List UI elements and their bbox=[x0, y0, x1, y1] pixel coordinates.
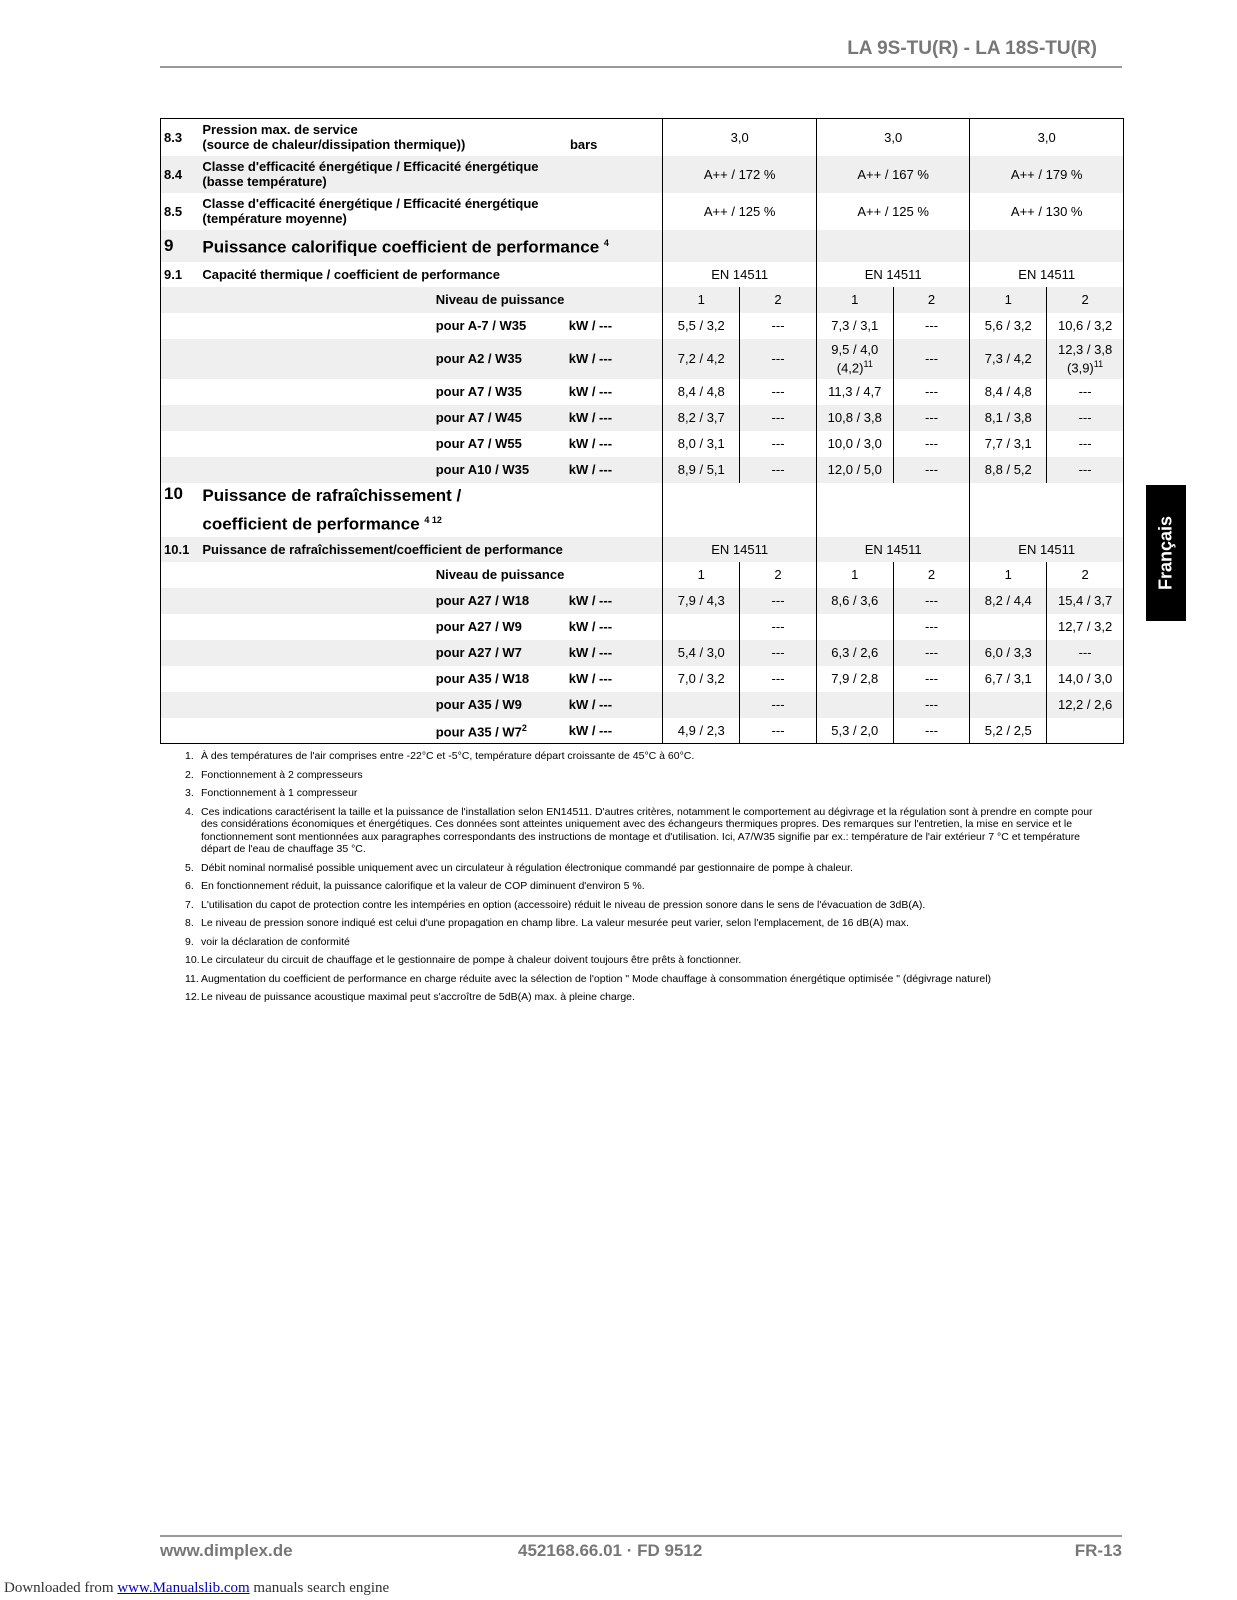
row-label: pour A27 / W7 bbox=[435, 645, 522, 660]
value-cell: 7,7 / 3,1 bbox=[970, 431, 1047, 457]
value-cell: EN 14511 bbox=[970, 262, 1124, 287]
value-cell: --- bbox=[1047, 640, 1124, 666]
table-row bbox=[161, 156, 1124, 193]
section-title: Puissance calorifique coefficient de performance $^4$ bbox=[202, 237, 609, 257]
table-row bbox=[161, 718, 1124, 744]
section-number: 9 bbox=[164, 236, 174, 255]
unit-label: kW / --- bbox=[568, 462, 613, 477]
section-heading-row bbox=[161, 230, 1124, 262]
value-cell: --- bbox=[893, 405, 970, 431]
value-cell: A++ / 167 % bbox=[816, 156, 970, 193]
unit-label: kW / --- bbox=[568, 384, 613, 399]
value-cell: 10,0 / 3,0 bbox=[816, 431, 893, 457]
value-cell: --- bbox=[740, 313, 817, 339]
unit-label: kW / --- bbox=[568, 410, 613, 425]
row-label: pour A35 / W9 bbox=[435, 697, 522, 712]
table-row bbox=[161, 562, 1124, 588]
value-cell: EN 14511 bbox=[970, 537, 1124, 562]
value-cell: 5,4 / 3,0 bbox=[663, 640, 740, 666]
footnote: 5. Débit nominal normalisé possible uniquement avec un circulateur à régulation électronique commandé par gestionnaire de pompe à chaleur. bbox=[185, 861, 853, 874]
value-cell: --- bbox=[893, 666, 970, 692]
value-cell: 8,9 / 5,1 bbox=[663, 457, 740, 483]
value-cell: 5,2 / 2,5 bbox=[970, 718, 1047, 744]
footnote: 8. Le niveau de pression sonore indiqué est celui d'une propagation en champ libre. La valeur mesurée peut varier, selon l'emplacement, de 16 dB(A) max. bbox=[185, 917, 909, 929]
value-cell: 7,3 / 4,2 bbox=[970, 339, 1047, 379]
value-cell bbox=[970, 614, 1047, 640]
row-label: Classe d'efficacité énergétique / Efficacité énergétique (température moyenne) bbox=[202, 196, 539, 226]
download-notice: Downloaded from www.Manualslib.com manuals search engine bbox=[4, 1580, 390, 1596]
row-number: 8.4 bbox=[164, 166, 183, 182]
value-cell: 3,0 bbox=[816, 119, 970, 156]
unit-label: kW / --- bbox=[568, 697, 613, 712]
value-cell: --- bbox=[740, 588, 817, 614]
value-cell: --- bbox=[1047, 405, 1124, 431]
footnote: 3. Fonctionnement à 1 compresseur bbox=[185, 787, 358, 799]
value-cell: --- bbox=[893, 431, 970, 457]
value-cell: --- bbox=[893, 614, 970, 640]
row-label: pour A7 / W45 bbox=[435, 410, 522, 425]
value-cell: 4,9 / 2,3 bbox=[663, 718, 740, 744]
value-cell: 1 bbox=[663, 562, 740, 588]
footnote: 7. L'utilisation du capot de protection contre les intempéries en option (accessoire) réduit le niveau de pression sonore dans le sens de l'évacuation de 3dB(A). bbox=[185, 898, 926, 911]
table-row bbox=[161, 640, 1124, 666]
table-row bbox=[161, 692, 1124, 718]
table-row bbox=[161, 405, 1124, 431]
document-title: LA 9S-TU(R) - LA 18S-TU(R) bbox=[847, 38, 1097, 59]
row-label: pour A10 / W35 bbox=[435, 462, 530, 477]
value-cell: --- bbox=[893, 339, 970, 379]
row-label: Puissance de rafraîchissement/coefficient de performance bbox=[202, 541, 563, 557]
value-cell: --- bbox=[893, 588, 970, 614]
value-cell: 8,4 / 4,8 bbox=[663, 379, 740, 405]
row-label: Classe d'efficacité énergétique / Efficacité énergétique (basse température) bbox=[202, 159, 539, 189]
value-cell: 6,0 / 3,3 bbox=[970, 640, 1047, 666]
unit-label: kW / --- bbox=[568, 619, 613, 634]
row-number: 10.1 bbox=[164, 541, 190, 557]
value-cell: --- bbox=[893, 379, 970, 405]
footnote: 4. Ces indications caractérisent la taille et la puissance de l'installation selon EN14511. D'autres critères, notamment le comportement au dégivrage et la régulation sont à prendre en compte pour des considérations économiques et énergétiques. Ces données sont atteintes uniquement avec des échangeurs thermiques propres. Des remarques sur l'entretien, la mise en service et le fonctionnement sont mentionnées aux paragraphes correspondants des instructions de montage et d'utilisation. Ici, A7/W35 signifie par ex.: température de l'air extérieur 7 °C et température départ de l'eau de chauffage 35 °C. bbox=[185, 805, 1093, 855]
value-cell: EN 14511 bbox=[816, 262, 970, 287]
table-row bbox=[161, 339, 1124, 379]
table-row bbox=[161, 262, 1124, 287]
value-cell bbox=[816, 692, 893, 718]
value-cell: --- bbox=[740, 640, 817, 666]
value-cell: EN 14511 bbox=[663, 537, 817, 562]
footnote: 10. Le circulateur du circuit de chauffage et le gestionnaire de pompe à chaleur doivent toujours être prêts à fonctionner. bbox=[185, 954, 742, 966]
value-cell: 5,3 / 2,0 bbox=[816, 718, 893, 744]
value-cell: 1 bbox=[663, 287, 740, 313]
row-number: 8.5 bbox=[164, 203, 183, 219]
footnote: 6. En fonctionnement réduit, la puissance calorifique et la valeur de COP diminuent d'environ 5 %. bbox=[185, 880, 645, 892]
value-cell: --- bbox=[893, 692, 970, 718]
unit-label: kW / --- bbox=[568, 593, 613, 608]
value-cell: 5,6 / 3,2 bbox=[970, 313, 1047, 339]
footer-website: www.dimplex.de bbox=[160, 1541, 293, 1560]
table-row bbox=[161, 431, 1124, 457]
value-cell: 3,0 bbox=[663, 119, 817, 156]
value-cell: 1 bbox=[970, 287, 1047, 313]
table-row bbox=[161, 457, 1124, 483]
value-cell: 12,0 / 5,0 bbox=[816, 457, 893, 483]
footnote: 1. À des températures de l'air comprises entre -22°C et -5°C, température départ croissante de 45°C à 60°C. bbox=[185, 750, 695, 762]
value-cell: --- bbox=[1047, 431, 1124, 457]
value-cell: 14,0 / 3,0 bbox=[1047, 666, 1124, 692]
row-label: pour A7 / W35 bbox=[435, 384, 522, 399]
value-cell: 1 bbox=[816, 562, 893, 588]
value-cell: 1 bbox=[816, 287, 893, 313]
value-cell: --- bbox=[740, 666, 817, 692]
value-cell bbox=[970, 692, 1047, 718]
value-cell: A++ / 125 % bbox=[816, 193, 970, 230]
value-cell: 1 bbox=[970, 562, 1047, 588]
language-tab: Français bbox=[1146, 485, 1186, 621]
value-cell: 12,2 / 2,6 bbox=[1047, 692, 1124, 718]
unit-label: kW / --- bbox=[568, 645, 613, 660]
value-cell: 8,2 / 3,7 bbox=[663, 405, 740, 431]
value-cell: 2 bbox=[893, 287, 970, 313]
page-number: FR-13 bbox=[1074, 1541, 1122, 1560]
row-label: Capacité thermique / coefficient de performance bbox=[202, 266, 501, 282]
unit-label: kW / --- bbox=[568, 722, 613, 738]
row-label: pour A35 / W18 bbox=[435, 671, 530, 686]
value-cell: 8,0 / 3,1 bbox=[663, 431, 740, 457]
value-cell: --- bbox=[893, 640, 970, 666]
value-cell: 5,5 / 3,2 bbox=[663, 313, 740, 339]
row-label: pour A2 / W35 bbox=[435, 351, 522, 366]
table-row bbox=[161, 193, 1124, 230]
value-cell: --- bbox=[740, 718, 817, 744]
row-label: pour $A35 / W7^2$ bbox=[435, 723, 527, 740]
value-cell: 7,9 / 2,8 bbox=[816, 666, 893, 692]
value-cell: EN 14511 bbox=[663, 262, 817, 287]
value-cell: --- bbox=[740, 692, 817, 718]
unit-label: kW / --- bbox=[568, 671, 613, 686]
value-cell: 8,8 / 5,2 bbox=[970, 457, 1047, 483]
value-cell: 8,1 / 3,8 bbox=[970, 405, 1047, 431]
row-label: Niveau de puissance bbox=[435, 292, 565, 307]
table-row bbox=[161, 379, 1124, 405]
value-cell: --- bbox=[893, 457, 970, 483]
value-cell: 3,0 bbox=[970, 119, 1124, 156]
footer-divider bbox=[160, 1535, 1122, 1537]
value-cell: 10,6 / 3,2 bbox=[1047, 313, 1124, 339]
value-cell: A++ / 179 % bbox=[970, 156, 1124, 193]
header-divider bbox=[160, 66, 1122, 68]
manualslib-link[interactable]: www.Manualslib.com bbox=[117, 1580, 250, 1596]
value-cell: --- bbox=[740, 379, 817, 405]
row-label: pour A-7 / W35 bbox=[435, 318, 527, 333]
value-cell: --- bbox=[740, 339, 817, 379]
value-cell: 6,3 / 2,6 bbox=[816, 640, 893, 666]
value-cell bbox=[663, 614, 740, 640]
value-cell bbox=[816, 614, 893, 640]
value-cell: A++ / 125 % bbox=[663, 193, 817, 230]
value-cell bbox=[1047, 718, 1124, 744]
value-cell bbox=[663, 692, 740, 718]
value-cell: 11,3 / 4,7 bbox=[816, 379, 893, 405]
value-cell: A++ / 130 % bbox=[970, 193, 1124, 230]
row-number: 8.3 bbox=[164, 129, 183, 145]
value-cell: 15,4 / 3,7 bbox=[1047, 588, 1124, 614]
footnote: 2. Fonctionnement à 2 compresseurs bbox=[185, 768, 363, 781]
value-cell: 8,6 / 3,6 bbox=[816, 588, 893, 614]
value-cell: 7,2 / 4,2 bbox=[663, 339, 740, 379]
table-row bbox=[161, 614, 1124, 640]
table-row bbox=[161, 588, 1124, 614]
row-label: pour A27 / W18 bbox=[435, 593, 530, 608]
table-row bbox=[161, 537, 1124, 562]
spec-table bbox=[160, 118, 1124, 744]
value-cell: --- bbox=[893, 718, 970, 744]
value-cell: EN 14511 bbox=[816, 537, 970, 562]
value-cell: --- bbox=[1047, 457, 1124, 483]
value-cell: --- bbox=[740, 405, 817, 431]
footnote: 9. voir la déclaration de conformité bbox=[185, 935, 350, 948]
footnotes bbox=[185, 750, 1100, 1010]
unit-label: kW / --- bbox=[568, 436, 613, 451]
table-row bbox=[161, 666, 1124, 692]
value-cell: 9,5 / 4,0 $(4,2)^{11}$ bbox=[816, 339, 893, 379]
value-cell: 12,3 / 3,8 $(3,9)^{11}$ bbox=[1047, 339, 1124, 379]
value-cell: 8,4 / 4,8 bbox=[970, 379, 1047, 405]
value-cell: --- bbox=[740, 457, 817, 483]
footnote: 11. Augmentation du coefficient de performance en charge réduite avec la sélection de l'option " Mode chauffage à consommation énergétique optimisée " (dégivrage naturel) bbox=[185, 972, 992, 985]
value-cell: --- bbox=[740, 431, 817, 457]
table-row bbox=[161, 287, 1124, 313]
row-label: pour A7 / W55 bbox=[435, 436, 522, 451]
value-cell: 2 bbox=[1047, 287, 1124, 313]
footer-document-number: 452168.66.01 · FD 9512 bbox=[518, 1541, 703, 1560]
row-number: 9.1 bbox=[164, 266, 183, 282]
row-label: Pression max. de service (source de chaleur/dissipation thermique)) bars bbox=[202, 122, 598, 153]
value-cell: 7,0 / 3,2 bbox=[663, 666, 740, 692]
value-cell: 12,7 / 3,2 bbox=[1047, 614, 1124, 640]
table-row bbox=[161, 313, 1124, 339]
value-cell: 7,3 / 3,1 bbox=[816, 313, 893, 339]
value-cell: 2 bbox=[740, 287, 817, 313]
table-row bbox=[161, 119, 1124, 156]
row-label: pour A27 / W9 bbox=[435, 619, 522, 634]
section-title: Puissance de rafraîchissement / coefficient de performance $^{4 12}$ bbox=[202, 485, 462, 534]
value-cell: 2 bbox=[1047, 562, 1124, 588]
value-cell: 7,9 / 4,3 bbox=[663, 588, 740, 614]
value-cell: 2 bbox=[893, 562, 970, 588]
value-cell: A++ / 172 % bbox=[663, 156, 817, 193]
row-label: Niveau de puissance bbox=[435, 567, 565, 582]
footnote: 12. Le niveau de puissance acoustique maximal peut s'accroître de 5dB(A) max. à pleine charge. bbox=[185, 991, 635, 1003]
unit-label: kW / --- bbox=[568, 318, 613, 333]
value-cell: 6,7 / 3,1 bbox=[970, 666, 1047, 692]
value-cell: 2 bbox=[740, 562, 817, 588]
value-cell: --- bbox=[740, 614, 817, 640]
unit-label: kW / --- bbox=[568, 351, 613, 366]
section-heading-row bbox=[161, 483, 1124, 537]
value-cell: 10,8 / 3,8 bbox=[816, 405, 893, 431]
value-cell: --- bbox=[893, 313, 970, 339]
value-cell: 8,2 / 4,4 bbox=[970, 588, 1047, 614]
value-cell: --- bbox=[1047, 379, 1124, 405]
section-number: 10 bbox=[164, 483, 183, 503]
